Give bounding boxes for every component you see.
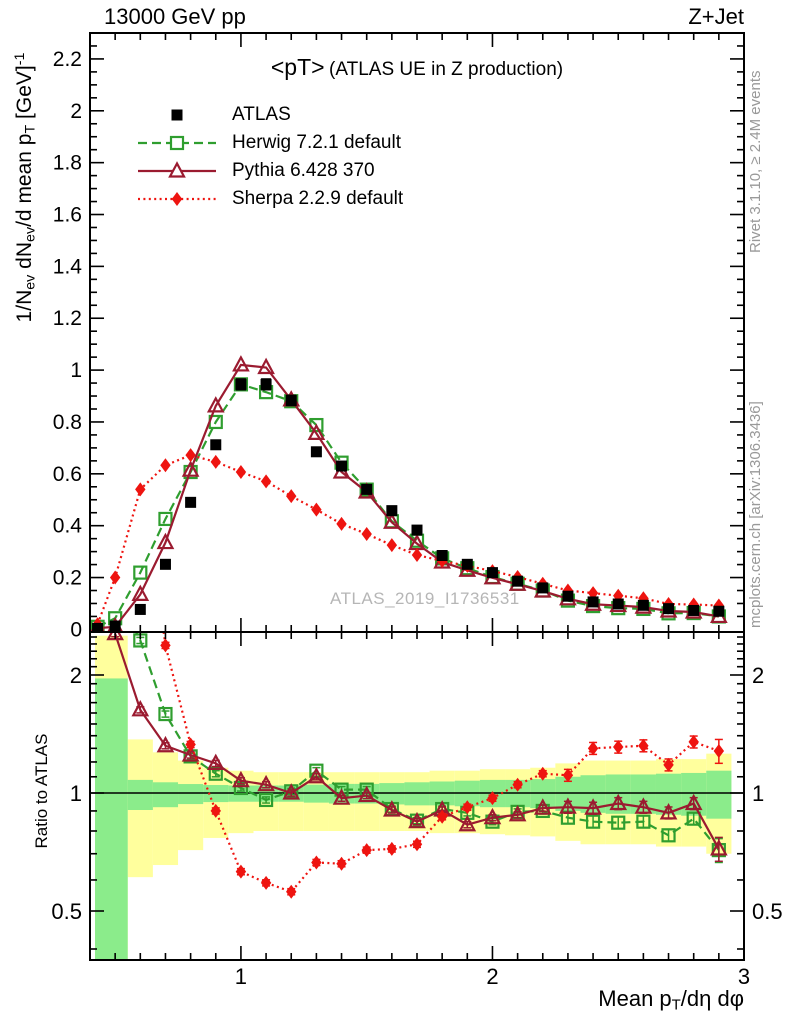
yellow-band-bin	[153, 752, 178, 865]
tick-label: 0.4	[52, 514, 82, 538]
green-band-bin	[95, 678, 128, 960]
tick-label: 1	[752, 781, 765, 806]
y-axis-label: $1/N_{ev}$ $dN_{ev}/d$ mean $p_T$ [GeV]$^{-1}$	[12, 52, 39, 323]
plot-title	[90, 54, 744, 81]
green-band-bin	[404, 782, 429, 805]
square-filled-icon	[136, 105, 218, 125]
legend-item-atlas	[136, 101, 403, 129]
tick-label: 1.4	[52, 255, 82, 279]
ratio-axis-label: Ratio to ATLAS	[32, 733, 51, 849]
x-axis-label: Mean $p_T/d\eta$ dφ	[598, 986, 744, 1014]
green-band-bin	[706, 771, 731, 819]
tick-label: 2.2	[52, 47, 82, 71]
plot-title-detail: (ATLAS UE in Z production)	[329, 59, 564, 80]
green-band-bin	[153, 782, 178, 807]
tick-label: 1.6	[52, 203, 82, 227]
plot-title-observable: <pT>	[270, 54, 325, 80]
legend	[136, 101, 403, 213]
tick-label: 2	[69, 662, 82, 688]
tick-label: 1.2	[52, 307, 82, 331]
legend-label: ATLAS	[232, 104, 291, 125]
diamond-filled-icon	[136, 189, 218, 209]
legend-item-sherpa	[136, 185, 403, 213]
tick-label: 1	[234, 964, 248, 989]
header-process: Z+Jet	[688, 4, 744, 29]
legend-label: Herwig 7.2.1 default	[232, 132, 401, 153]
green-band-bin	[178, 784, 203, 804]
mcplots-arxiv-note: mcplots.cern.ch [arXiv:1306.3436]	[747, 401, 764, 628]
ratio-uncertainty-bands	[95, 636, 731, 960]
tick-label: 0.6	[52, 462, 82, 486]
tick-label: 1	[70, 359, 82, 383]
tick-label: 2	[70, 99, 82, 123]
tick-label: 2	[752, 662, 765, 688]
legend-label: Pythia 6.428 370	[232, 160, 375, 181]
tick-label: 0.2	[52, 566, 82, 590]
square-open-icon	[136, 133, 218, 153]
tick-label: 1.8	[52, 151, 82, 175]
tick-label: 3	[737, 964, 751, 989]
analysis-id-watermark: ATLAS_2019_I1736531	[330, 589, 520, 608]
tick-label: 0.5	[752, 899, 783, 925]
tick-label: 2	[486, 964, 499, 989]
header-beam-info: 13000 GeV pp	[104, 4, 246, 29]
tick-label: 0.8	[52, 410, 82, 434]
yellow-band-bin	[178, 761, 203, 851]
green-band-bin	[128, 780, 153, 810]
tick-label: 0.5	[51, 899, 82, 925]
tick-label: 1	[69, 781, 82, 806]
tick-label: 0	[70, 618, 82, 642]
legend-item-pythia	[136, 157, 403, 185]
legend-item-herwig	[136, 129, 403, 157]
legend-label: Sherpa 2.2.9 default	[232, 188, 404, 209]
rivet-version-note: Rivet 3.1.10, ≥ 2.4M events	[747, 70, 764, 253]
triangle-open-icon	[136, 161, 218, 181]
